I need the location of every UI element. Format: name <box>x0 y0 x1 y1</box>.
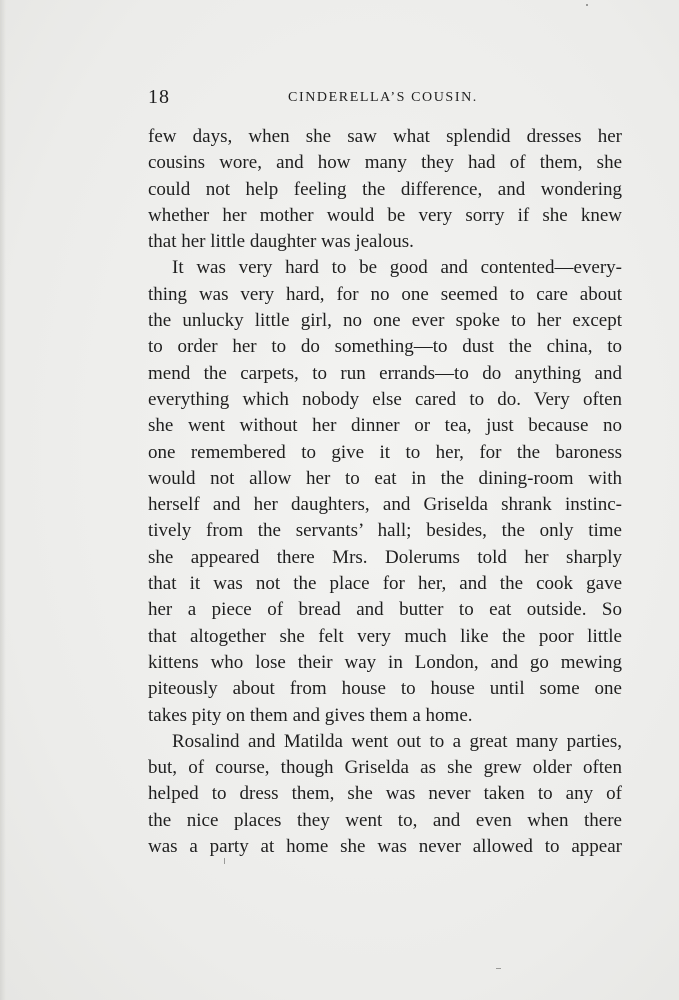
text-line: It was very hard to be good and contented—every- <box>172 257 622 279</box>
text-line: was a party at home she was never allowed to appear <box>148 836 622 858</box>
text-line: herself and her daughters, and Griselda shrank instinc- <box>148 494 622 516</box>
text-line: mend the carpets, to run errands—to do anything and <box>148 362 622 384</box>
text-line: kittens who lose their way in London, and go mewing <box>148 651 622 673</box>
text-line: the nice places they went to, and even when there <box>148 809 622 831</box>
text-line: Rosalind and Matilda went out to a great many parties, <box>172 730 622 752</box>
text-line: that it was not the place for her, and the cook gave <box>148 573 622 595</box>
text-line: she appeared there Mrs. Dolerums told her sharply <box>148 546 622 568</box>
text-line: whether her mother would be very sorry if she knew <box>148 204 622 226</box>
paper-speck <box>224 858 225 864</box>
running-head <box>148 86 622 112</box>
text-line: one remembered to give it to her, for the baroness <box>148 441 622 463</box>
text-line: that altogether she felt very much like the poor little <box>148 625 622 647</box>
text-line: could not help feeling the difference, and wondering <box>148 178 622 200</box>
text-line: piteously about from house to house until some one <box>148 678 622 700</box>
text-line: helped to dress them, she was never taken to any of <box>148 783 622 805</box>
text-line: she went without her dinner or tea, just because no <box>148 415 622 437</box>
text-line: to order her to do something—to dust the china, to <box>148 336 622 358</box>
body-text <box>148 124 622 860</box>
text-line: the unlucky little girl, no one ever spoke to her except <box>148 310 622 332</box>
page-number: 18 <box>148 86 170 108</box>
text-line: but, of course, though Griselda as she grew older often <box>148 757 622 779</box>
running-title: CINDERELLA’S COUSIN. <box>288 90 478 105</box>
text-line: thing was very hard, for no one seemed to care about <box>148 283 622 305</box>
text-line: that her little daughter was jealous. <box>148 231 414 253</box>
page-edge-shadow <box>0 0 6 1000</box>
text-line: everything which nobody else cared to do. Very often <box>148 388 622 410</box>
paper-speck <box>496 968 501 969</box>
text-line: takes pity on them and gives them a home. <box>148 704 473 726</box>
paper-speck <box>586 4 588 6</box>
text-line: tively from the servants’ hall; besides, the only time <box>148 520 622 542</box>
text-line: few days, when she saw what splendid dresses her <box>148 126 622 147</box>
text-line: her a piece of bread and butter to eat outside. So <box>148 599 622 621</box>
text-line: cousins wore, and how many they had of them, she <box>148 152 622 174</box>
text-line: would not allow her to eat in the dining-room with <box>148 467 622 489</box>
